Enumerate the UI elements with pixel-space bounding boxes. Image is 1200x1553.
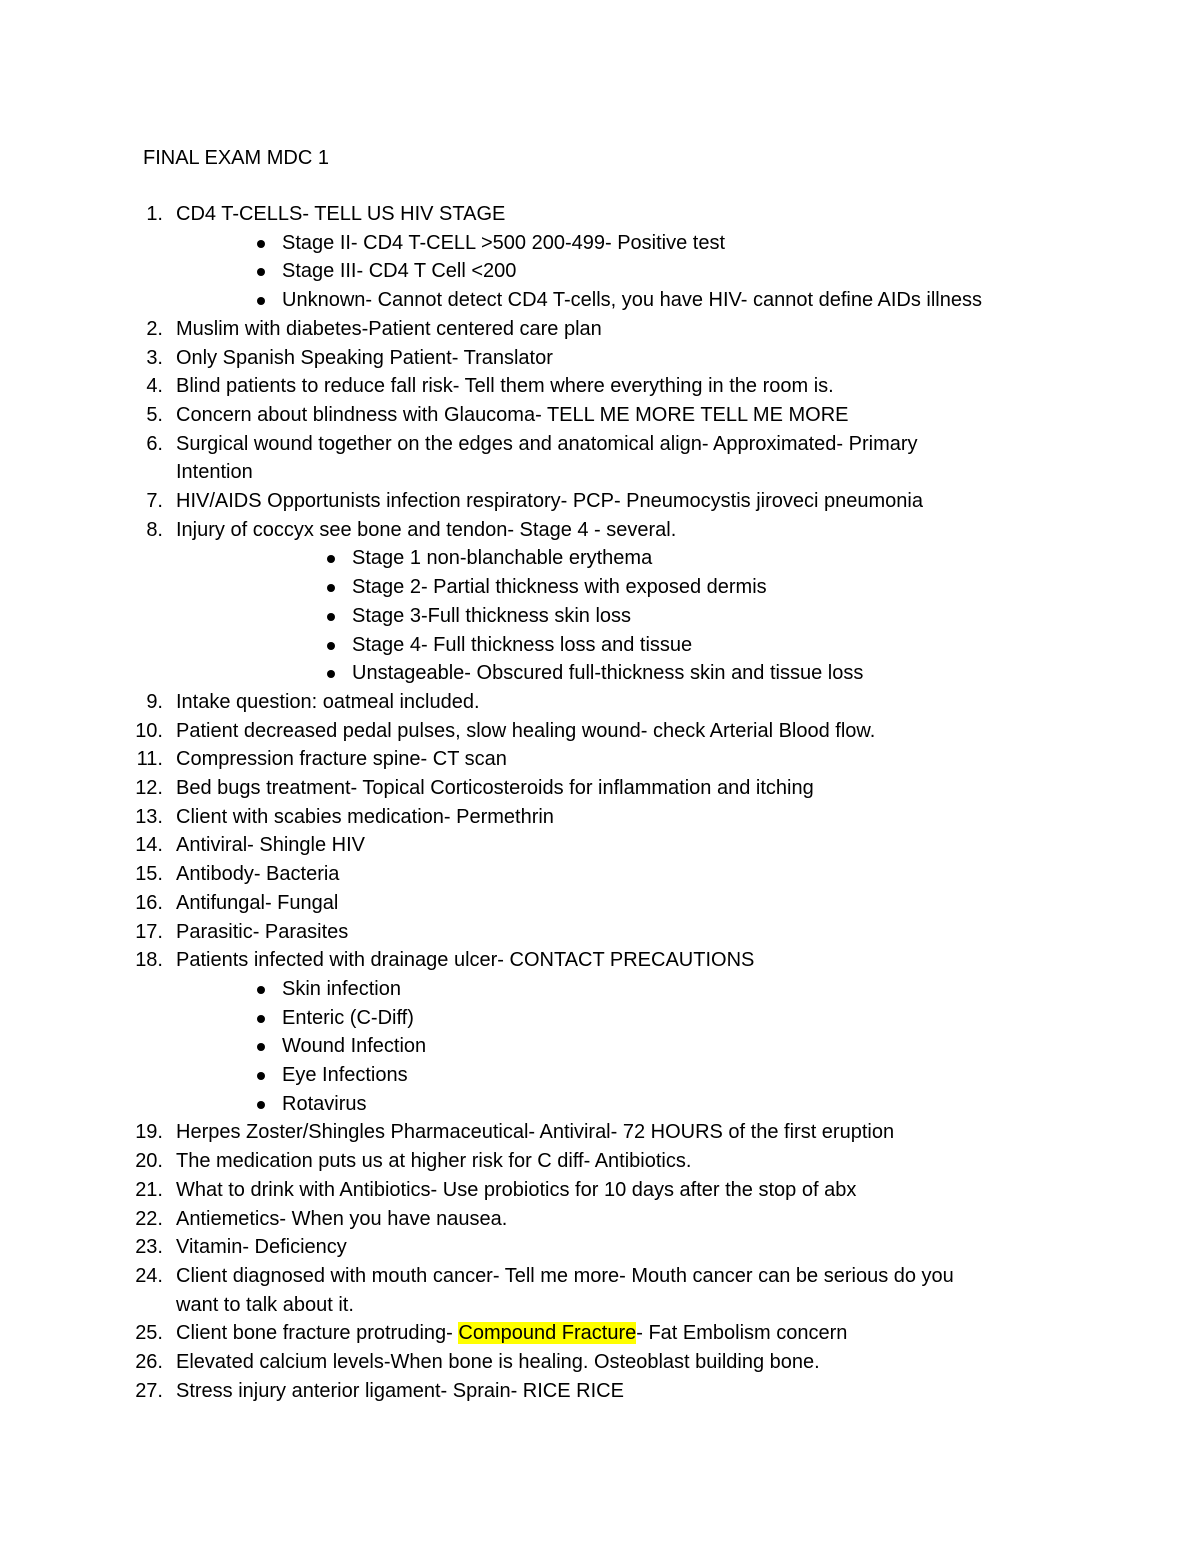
list-item-text: Surgical wound together on the edges and anatomical align- Approximated- Primary — [176, 432, 918, 455]
bullet-icon — [327, 555, 335, 563]
list-item — [0, 689, 1200, 715]
bullet-item — [0, 545, 1200, 571]
list-item — [0, 1148, 1200, 1174]
bullet-icon — [257, 297, 265, 305]
list-item-number: 14. — [135, 834, 163, 857]
bullet-item — [0, 1005, 1200, 1031]
list-item — [0, 1263, 1200, 1289]
list-item-number: 9. — [146, 690, 163, 713]
bullet-item — [0, 1091, 1200, 1117]
list-item — [0, 402, 1200, 428]
list-item-number: 10. — [135, 719, 163, 742]
list-item-text: Antiviral- Shingle HIV — [176, 834, 365, 857]
list-item-number: 1. — [146, 203, 163, 225]
list-item — [0, 488, 1200, 514]
list-item-number: 13. — [135, 805, 163, 828]
list-item-text-part: - Fat Embolism concern — [636, 1322, 848, 1345]
bullet-icon — [257, 1043, 265, 1051]
list-item — [0, 517, 1200, 543]
list-item — [0, 832, 1200, 858]
bullet-item-text: Enteric (C-Diff) — [282, 1006, 414, 1029]
bullet-item — [0, 1033, 1200, 1059]
bullet-icon — [327, 584, 335, 592]
list-item-text: Stress injury anterior ligament- Sprain- RICE RICE — [176, 1379, 624, 1402]
list-item-text — [176, 1320, 847, 1346]
list-item — [0, 890, 1200, 916]
bullet-item-text: Stage 3-Full thickness skin loss — [352, 604, 632, 627]
list-item-number: 17. — [135, 920, 163, 943]
bullet-icon — [257, 986, 265, 994]
bullet-item-text: Wound Infection — [282, 1035, 427, 1058]
list-item — [0, 804, 1200, 830]
bullet-item-text: Stage 4- Full thickness loss and tissue — [352, 633, 693, 656]
list-item-number: 26. — [135, 1351, 163, 1373]
highlighted-text: Compound Fracture — [458, 1322, 637, 1345]
list-item-text: Patient decreased pedal pulses, slow healing wound- check Arterial Blood flow. — [176, 719, 876, 742]
list-item — [0, 746, 1200, 772]
bullet-icon — [257, 240, 265, 248]
list-item — [0, 316, 1200, 342]
bullet-item-text: Eye Infections — [282, 1064, 408, 1086]
bullet-item — [0, 660, 1200, 686]
bullet-item — [0, 976, 1200, 1002]
bullet-icon — [257, 1015, 265, 1023]
list-item — [0, 947, 1200, 973]
list-item-text: HIV/AIDS Opportunists infection respiratory- PCP- Pneumocystis jiroveci pneumonia — [176, 490, 923, 512]
list-item — [0, 1349, 1200, 1375]
list-item — [0, 861, 1200, 887]
list-item-number: 20. — [135, 1150, 163, 1173]
list-item — [0, 1320, 1200, 1346]
list-item-number: 23. — [135, 1236, 163, 1259]
list-item-text: Compression fracture spine- CT scan — [176, 748, 507, 771]
list-item-text: Client diagnosed with mouth cancer- Tell me more- Mouth cancer can be serious do you — [176, 1264, 954, 1287]
bullet-item — [0, 1062, 1200, 1088]
list-item-text: Only Spanish Speaking Patient- Translator — [176, 346, 553, 369]
list-item — [0, 345, 1200, 371]
bullet-icon — [327, 670, 335, 678]
list-item-number: 2. — [146, 317, 163, 340]
bullet-item-text: Skin infection — [282, 977, 401, 1000]
bullet-item — [0, 574, 1200, 600]
list-item-number: 11. — [136, 748, 163, 771]
list-item-number: 7. — [146, 490, 163, 512]
list-item-number: 25. — [135, 1322, 163, 1345]
list-item — [0, 1177, 1200, 1203]
list-item-number: 4. — [146, 375, 163, 398]
list-item — [0, 775, 1200, 801]
bullet-item — [0, 603, 1200, 629]
list-item-number: 6. — [146, 432, 163, 455]
bullet-item-text: Stage III- CD4 T Cell <200 — [282, 260, 517, 283]
bullet-item-text: Stage II- CD4 T-CELL >500 200-499- Positive test — [282, 231, 726, 254]
list-item-number: 16. — [135, 891, 163, 914]
list-item-text: Elevated calcium levels-When bone is healing. Osteoblast building bone. — [176, 1351, 820, 1373]
bullet-item-text: Stage 2- Partial thickness with exposed dermis — [352, 576, 767, 599]
list-item — [0, 431, 1200, 457]
list-item-continuation — [0, 1292, 1200, 1318]
list-item-text: Antifungal- Fungal — [176, 891, 339, 914]
list-item-number: 22. — [135, 1207, 163, 1230]
list-item-number: 18. — [135, 949, 163, 972]
list-item-number: 21. — [135, 1178, 163, 1201]
list-item-text: What to drink with Antibiotics- Use probiotics for 10 days after the stop of abx — [176, 1178, 857, 1201]
bullet-item-text: Unstageable- Obscured full-thickness skin and tissue loss — [352, 662, 864, 685]
list-item-text: The medication puts us at higher risk for C diff- Antibiotics. — [176, 1150, 692, 1173]
list-item — [0, 1119, 1200, 1145]
list-item — [0, 919, 1200, 945]
bullet-icon — [257, 268, 265, 276]
list-item-number: 19. — [135, 1121, 163, 1144]
list-item-number: 27. — [135, 1379, 163, 1402]
list-item-number: 24. — [135, 1264, 163, 1287]
list-item-number: 8. — [146, 518, 163, 541]
list-item-text: want to talk about it. — [176, 1293, 354, 1316]
list-item-text: Intake question: oatmeal included. — [176, 690, 480, 713]
bullet-item-text: Unknown- Cannot detect CD4 T-cells, you have HIV- cannot define AIDs illness — [282, 289, 982, 312]
list-item-continuation — [0, 459, 1200, 485]
bullet-item-text: Stage 1 non-blanchable erythema — [352, 547, 653, 570]
bullet-item — [0, 230, 1200, 256]
list-item-text-part: Client bone fracture protruding- — [176, 1322, 459, 1345]
bullet-item — [0, 287, 1200, 313]
list-item — [0, 1378, 1200, 1404]
bullet-item — [0, 258, 1200, 284]
bullet-item — [0, 632, 1200, 658]
list-item-text: Parasitic- Parasites — [176, 920, 349, 943]
list-item-text: Intention — [176, 461, 253, 484]
page-title: FINAL EXAM MDC 1 — [143, 147, 329, 169]
list-item-number: 15. — [135, 863, 163, 886]
list-item-text: Vitamin- Deficiency — [176, 1236, 347, 1259]
list-item — [0, 1206, 1200, 1232]
list-item-text: Antibody- Bacteria — [176, 863, 340, 886]
list-item-text: Client with scabies medication- Permethrin — [176, 805, 554, 828]
list-item-text: Bed bugs treatment- Topical Corticosteroids for inflammation and itching — [176, 777, 814, 799]
list-item-text: Antiemetics- When you have nausea. — [176, 1207, 508, 1230]
bullet-icon — [327, 642, 335, 650]
list-item-number: 3. — [146, 346, 163, 369]
list-item-text: Herpes Zoster/Shingles Pharmaceutical- Antiviral- 72 HOURS of the first eruption — [176, 1121, 895, 1144]
list-item-text: Muslim with diabetes-Patient centered care plan — [176, 317, 602, 340]
list-item-text: Injury of coccyx see bone and tendon- Stage 4 - several. — [176, 518, 677, 541]
list-item-text: Patients infected with drainage ulcer- CONTACT PRECAUTIONS — [176, 949, 755, 972]
bullet-icon — [257, 1101, 265, 1109]
bullet-icon — [257, 1072, 265, 1080]
bullet-icon — [327, 613, 335, 621]
list-item-text: Blind patients to reduce fall risk- Tell them where everything in the room is. — [176, 375, 834, 398]
list-item — [0, 201, 1200, 227]
bullet-item-text: Rotavirus — [282, 1092, 367, 1115]
list-item — [0, 1234, 1200, 1260]
list-item — [0, 373, 1200, 399]
list-item-number: 12. — [135, 777, 163, 799]
list-item — [0, 718, 1200, 744]
list-item-number: 5. — [146, 403, 163, 426]
list-item-text: CD4 T-CELLS- TELL US HIV STAGE — [176, 203, 506, 225]
list-item-text: Concern about blindness with Glaucoma- TELL ME MORE TELL ME MORE — [176, 403, 849, 426]
